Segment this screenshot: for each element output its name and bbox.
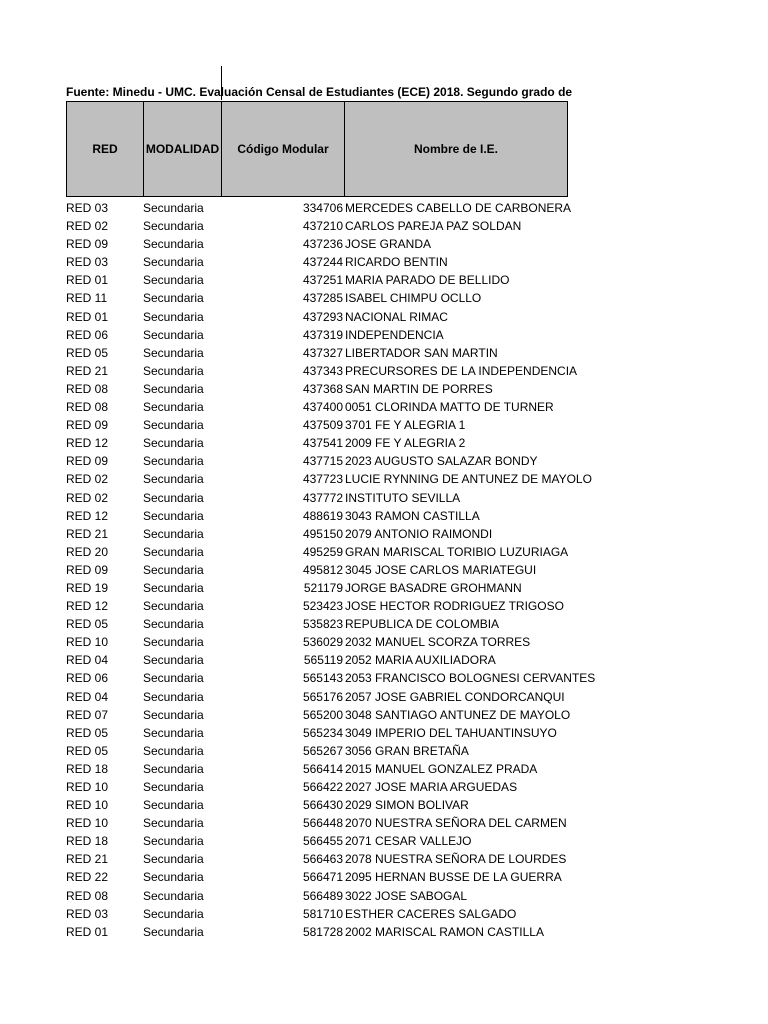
codigo-cell: 565119	[303, 653, 343, 668]
nombre-cell: 3048 SANTIAGO ANTUNEZ DE MAYOLO	[345, 707, 571, 722]
nombre-cell: MERCEDES CABELLO DE CARBONERA	[345, 201, 572, 215]
modalidad-cell: Secundaria	[143, 906, 204, 921]
codigo-cell: 565234	[302, 725, 343, 740]
codigo-cell: 566471	[302, 870, 343, 885]
nombre-cell: JORGE BASADRE GROHMANN	[345, 580, 522, 595]
red-cell: RED 12	[66, 508, 109, 523]
nombre-cell: CARLOS PAREJA PAZ SOLDAN	[345, 219, 522, 234]
modalidad-cell: Secundaria	[143, 834, 204, 849]
nombre-cell: LUCIE RYNNING DE ANTUNEZ DE MAYOLO	[345, 472, 592, 487]
red-cell: RED 18	[66, 761, 109, 776]
nombre-cell: 3056 GRAN BRETAÑA	[345, 743, 469, 758]
red-cell: RED 06	[66, 671, 109, 686]
modalidad-cell: Secundaria	[143, 363, 204, 378]
red-cell: RED 03	[66, 906, 109, 921]
red-cell: RED 01	[66, 924, 109, 939]
red-cell: RED 09	[66, 454, 109, 469]
modalidad-cell: Secundaria	[143, 580, 204, 595]
codigo-cell: 437723	[302, 472, 343, 487]
modalidad-cell: Secundaria	[143, 201, 204, 215]
nombre-cell: RICARDO BENTIN	[345, 255, 448, 270]
codigo-cell: 437343	[302, 363, 343, 378]
red-cell: RED 22	[66, 870, 109, 885]
red-cell: RED 12	[66, 599, 109, 614]
modalidad-cell: Secundaria	[143, 562, 204, 577]
modalidad-cell: Secundaria	[143, 725, 204, 740]
red-cell: RED 03	[66, 201, 109, 215]
codigo-cell: 495259	[302, 544, 343, 559]
red-cell: RED 05	[66, 725, 109, 740]
modalidad-cell: Secundaria	[143, 255, 204, 270]
codigo-cell: 437236	[302, 237, 343, 252]
nombre-cell: 3049 IMPERIO DEL TAHUANTINSUYO	[345, 725, 557, 740]
modalidad-cell: Secundaria	[143, 707, 204, 722]
modalidad-cell: Secundaria	[143, 761, 204, 776]
red-cell: RED 09	[66, 418, 109, 433]
modalidad-cell: Secundaria	[143, 400, 204, 415]
codigo-cell: 495812	[302, 562, 343, 577]
modalidad-cell: Secundaria	[143, 381, 204, 396]
modalidad-cell: Secundaria	[143, 327, 204, 342]
nombre-cell: 2053 FRANCISCO BOLOGNESI CERVANTES	[345, 671, 596, 686]
nombre-cell: 2032 MANUEL SCORZA TORRES	[345, 635, 531, 650]
red-cell: RED 02	[66, 490, 109, 505]
nombre-cell: 3022 JOSE SABOGAL	[345, 888, 468, 903]
nombre-cell: 2002 MARISCAL RAMON CASTILLA	[345, 924, 544, 939]
red-cell: RED 08	[66, 381, 109, 396]
modalidad-cell: Secundaria	[143, 635, 204, 650]
modalidad-cell: Secundaria	[143, 888, 204, 903]
codigo-cell: 437251	[302, 273, 343, 288]
modalidad-cell: Secundaria	[143, 508, 204, 523]
codigo-cell: 581710	[302, 906, 343, 921]
modalidad-cell: Secundaria	[143, 689, 204, 704]
codigo-cell: 523423	[302, 599, 343, 614]
red-cell: RED 21	[66, 526, 109, 541]
codigo-cell: 437285	[302, 291, 343, 306]
codigo-cell: 566422	[302, 780, 343, 794]
codigo-cell: 566430	[302, 798, 343, 813]
codigo-cell: 437327	[302, 345, 343, 360]
red-cell: RED 07	[66, 707, 109, 722]
nombre-cell: INDEPENDENCIA	[345, 327, 444, 342]
red-cell: RED 10	[66, 635, 109, 650]
modalidad-cell: Secundaria	[143, 653, 204, 668]
nombre-cell: 3045 JOSE CARLOS MARIATEGUI	[345, 562, 537, 577]
nombre-cell: 2009 FE Y ALEGRIA 2	[345, 436, 466, 451]
codigo-cell: 565267	[302, 743, 343, 758]
nombre-cell: ISABEL CHIMPU OCLLO	[345, 291, 482, 306]
modalidad-cell: Secundaria	[143, 309, 204, 324]
modalidad-cell: Secundaria	[143, 418, 204, 433]
red-cell: RED 21	[66, 852, 109, 867]
codigo-cell: 565143	[302, 671, 343, 686]
red-cell: RED 05	[66, 345, 109, 360]
nombre-cell: 2079 ANTONIO RAIMONDI	[345, 526, 493, 541]
header-red: RED	[66, 101, 144, 197]
modalidad-cell: Secundaria	[143, 436, 204, 451]
red-cell: RED 06	[66, 327, 109, 342]
red-cell: RED 09	[66, 562, 109, 577]
red-cell: RED 02	[66, 219, 109, 234]
nombre-cell: 3043 RAMON CASTILLA	[345, 508, 480, 523]
codigo-cell: 334706	[302, 201, 343, 215]
nombre-cell: 2052 MARIA AUXILIADORA	[345, 653, 496, 668]
modalidad-cell: Secundaria	[143, 472, 204, 487]
modalidad-cell: Secundaria	[143, 599, 204, 614]
nombre-cell: NACIONAL RIMAC	[345, 309, 448, 324]
codigo-cell: 566489	[302, 888, 343, 903]
modalidad-cell: Secundaria	[143, 237, 204, 252]
red-cell: RED 08	[66, 400, 109, 415]
modalidad-cell: Secundaria	[143, 617, 204, 632]
red-cell: RED 11	[66, 291, 108, 306]
codigo-cell: 495150	[302, 526, 343, 541]
nombre-cell: ESTHER CACERES SALGADO	[345, 906, 517, 921]
modalidad-cell: Secundaria	[143, 671, 204, 686]
codigo-cell: 437400	[302, 400, 343, 415]
header-modalidad: MODALIDAD	[143, 101, 222, 197]
red-cell: RED 05	[66, 743, 109, 758]
nombre-cell: 2023 AUGUSTO SALAZAR BONDY	[345, 454, 538, 469]
modalidad-cell: Secundaria	[143, 526, 204, 541]
codigo-cell: 437509	[302, 418, 343, 433]
modalidad-cell: Secundaria	[143, 780, 204, 794]
nombre-cell: SAN MARTIN DE PORRES	[345, 381, 493, 396]
red-cell: RED 04	[66, 689, 109, 704]
codigo-cell: 488619	[302, 508, 343, 523]
nombre-cell: REPUBLICA DE COLOMBIA	[345, 617, 500, 632]
nombre-cell: PRECURSORES DE LA INDEPENDENCIA	[345, 363, 578, 378]
codigo-cell: 437319	[302, 327, 343, 342]
red-cell: RED 01	[66, 273, 109, 288]
red-cell: RED 09	[66, 237, 109, 252]
codigo-cell: 521179	[303, 580, 343, 595]
modalidad-cell: Secundaria	[143, 291, 204, 306]
codigo-cell: 566463	[302, 852, 343, 867]
red-cell: RED 10	[66, 816, 109, 831]
nombre-cell: 2095 HERNAN BUSSE DE LA GUERRA	[345, 870, 562, 885]
red-cell: RED 20	[66, 544, 109, 559]
modalidad-cell: Secundaria	[143, 454, 204, 469]
modalidad-cell: Secundaria	[143, 345, 204, 360]
red-cell: RED 19	[66, 580, 109, 595]
red-cell: RED 08	[66, 888, 109, 903]
red-cell: RED 03	[66, 255, 109, 270]
codigo-cell: 437368	[302, 381, 343, 396]
red-cell: RED 02	[66, 472, 109, 487]
codigo-cell: 437541	[302, 436, 343, 451]
nombre-cell: JOSE GRANDA	[345, 237, 432, 252]
red-cell: RED 10	[66, 798, 109, 813]
nombre-cell: 2029 SIMON BOLIVAR	[345, 798, 469, 813]
source-note: Fuente: Minedu - UMC. Evaluación Censal de Estudiantes (ECE) 2018. Segundo grado de	[66, 85, 573, 99]
modalidad-cell: Secundaria	[143, 798, 204, 813]
codigo-cell: 437772	[302, 490, 343, 505]
nombre-cell: 2070 NUESTRA SEÑORA DEL CARMEN	[345, 816, 567, 831]
codigo-cell: 437210	[302, 219, 343, 234]
nombre-cell: 2071 CESAR VALLEJO	[345, 834, 472, 849]
red-cell: RED 21	[66, 363, 109, 378]
red-cell: RED 04	[66, 653, 109, 668]
codigo-cell: 437244	[302, 255, 343, 270]
codigo-cell: 437293	[302, 309, 343, 324]
modalidad-cell: Secundaria	[143, 816, 204, 831]
red-cell: RED 05	[66, 617, 109, 632]
modalidad-cell: Secundaria	[143, 490, 204, 505]
modalidad-cell: Secundaria	[143, 219, 204, 234]
nombre-cell: 3701 FE Y ALEGRIA 1	[345, 418, 466, 433]
codigo-cell: 566455	[302, 834, 343, 849]
nombre-cell: MARIA PARADO DE BELLIDO	[345, 273, 510, 288]
header-codigo-modular: Código Modular	[221, 101, 345, 197]
nombre-cell: 2057 JOSE GABRIEL CONDORCANQUI	[345, 689, 565, 704]
header-nombre-ie: Nombre de I.E.	[344, 101, 568, 197]
nombre-cell: GRAN MARISCAL TORIBIO LUZURIAGA	[345, 544, 569, 559]
red-cell: RED 10	[66, 780, 109, 794]
codigo-cell: 566414	[302, 761, 343, 776]
nombre-cell: LIBERTADOR SAN MARTIN	[345, 345, 498, 360]
nombre-cell: JOSE HECTOR RODRIGUEZ TRIGOSO	[345, 599, 564, 614]
nombre-cell: 2027 JOSE MARIA ARGUEDAS	[345, 780, 518, 794]
nombre-cell: 2078 NUESTRA SEÑORA DE LOURDES	[345, 852, 567, 867]
red-cell: RED 12	[66, 436, 109, 451]
modalidad-cell: Secundaria	[143, 870, 204, 885]
nombre-cell: INSTITUTO SEVILLA	[345, 490, 461, 505]
modalidad-cell: Secundaria	[143, 743, 204, 758]
codigo-cell: 536029	[302, 635, 343, 650]
codigo-cell: 566448	[302, 816, 343, 831]
codigo-cell: 565200	[302, 707, 343, 722]
codigo-cell: 535823	[302, 617, 343, 632]
modalidad-cell: Secundaria	[143, 852, 204, 867]
codigo-cell: 565176	[302, 689, 343, 704]
red-cell: RED 18	[66, 834, 109, 849]
modalidad-cell: Secundaria	[143, 273, 204, 288]
nombre-cell: 0051 CLORINDA MATTO DE TURNER	[345, 400, 554, 415]
red-cell: RED 01	[66, 309, 109, 324]
modalidad-cell: Secundaria	[143, 924, 204, 939]
nombre-cell: 2015 MANUEL GONZALEZ PRADA	[345, 761, 538, 776]
modalidad-cell: Secundaria	[143, 544, 204, 559]
codigo-cell: 437715	[302, 454, 343, 469]
codigo-cell: 581728	[302, 924, 343, 939]
